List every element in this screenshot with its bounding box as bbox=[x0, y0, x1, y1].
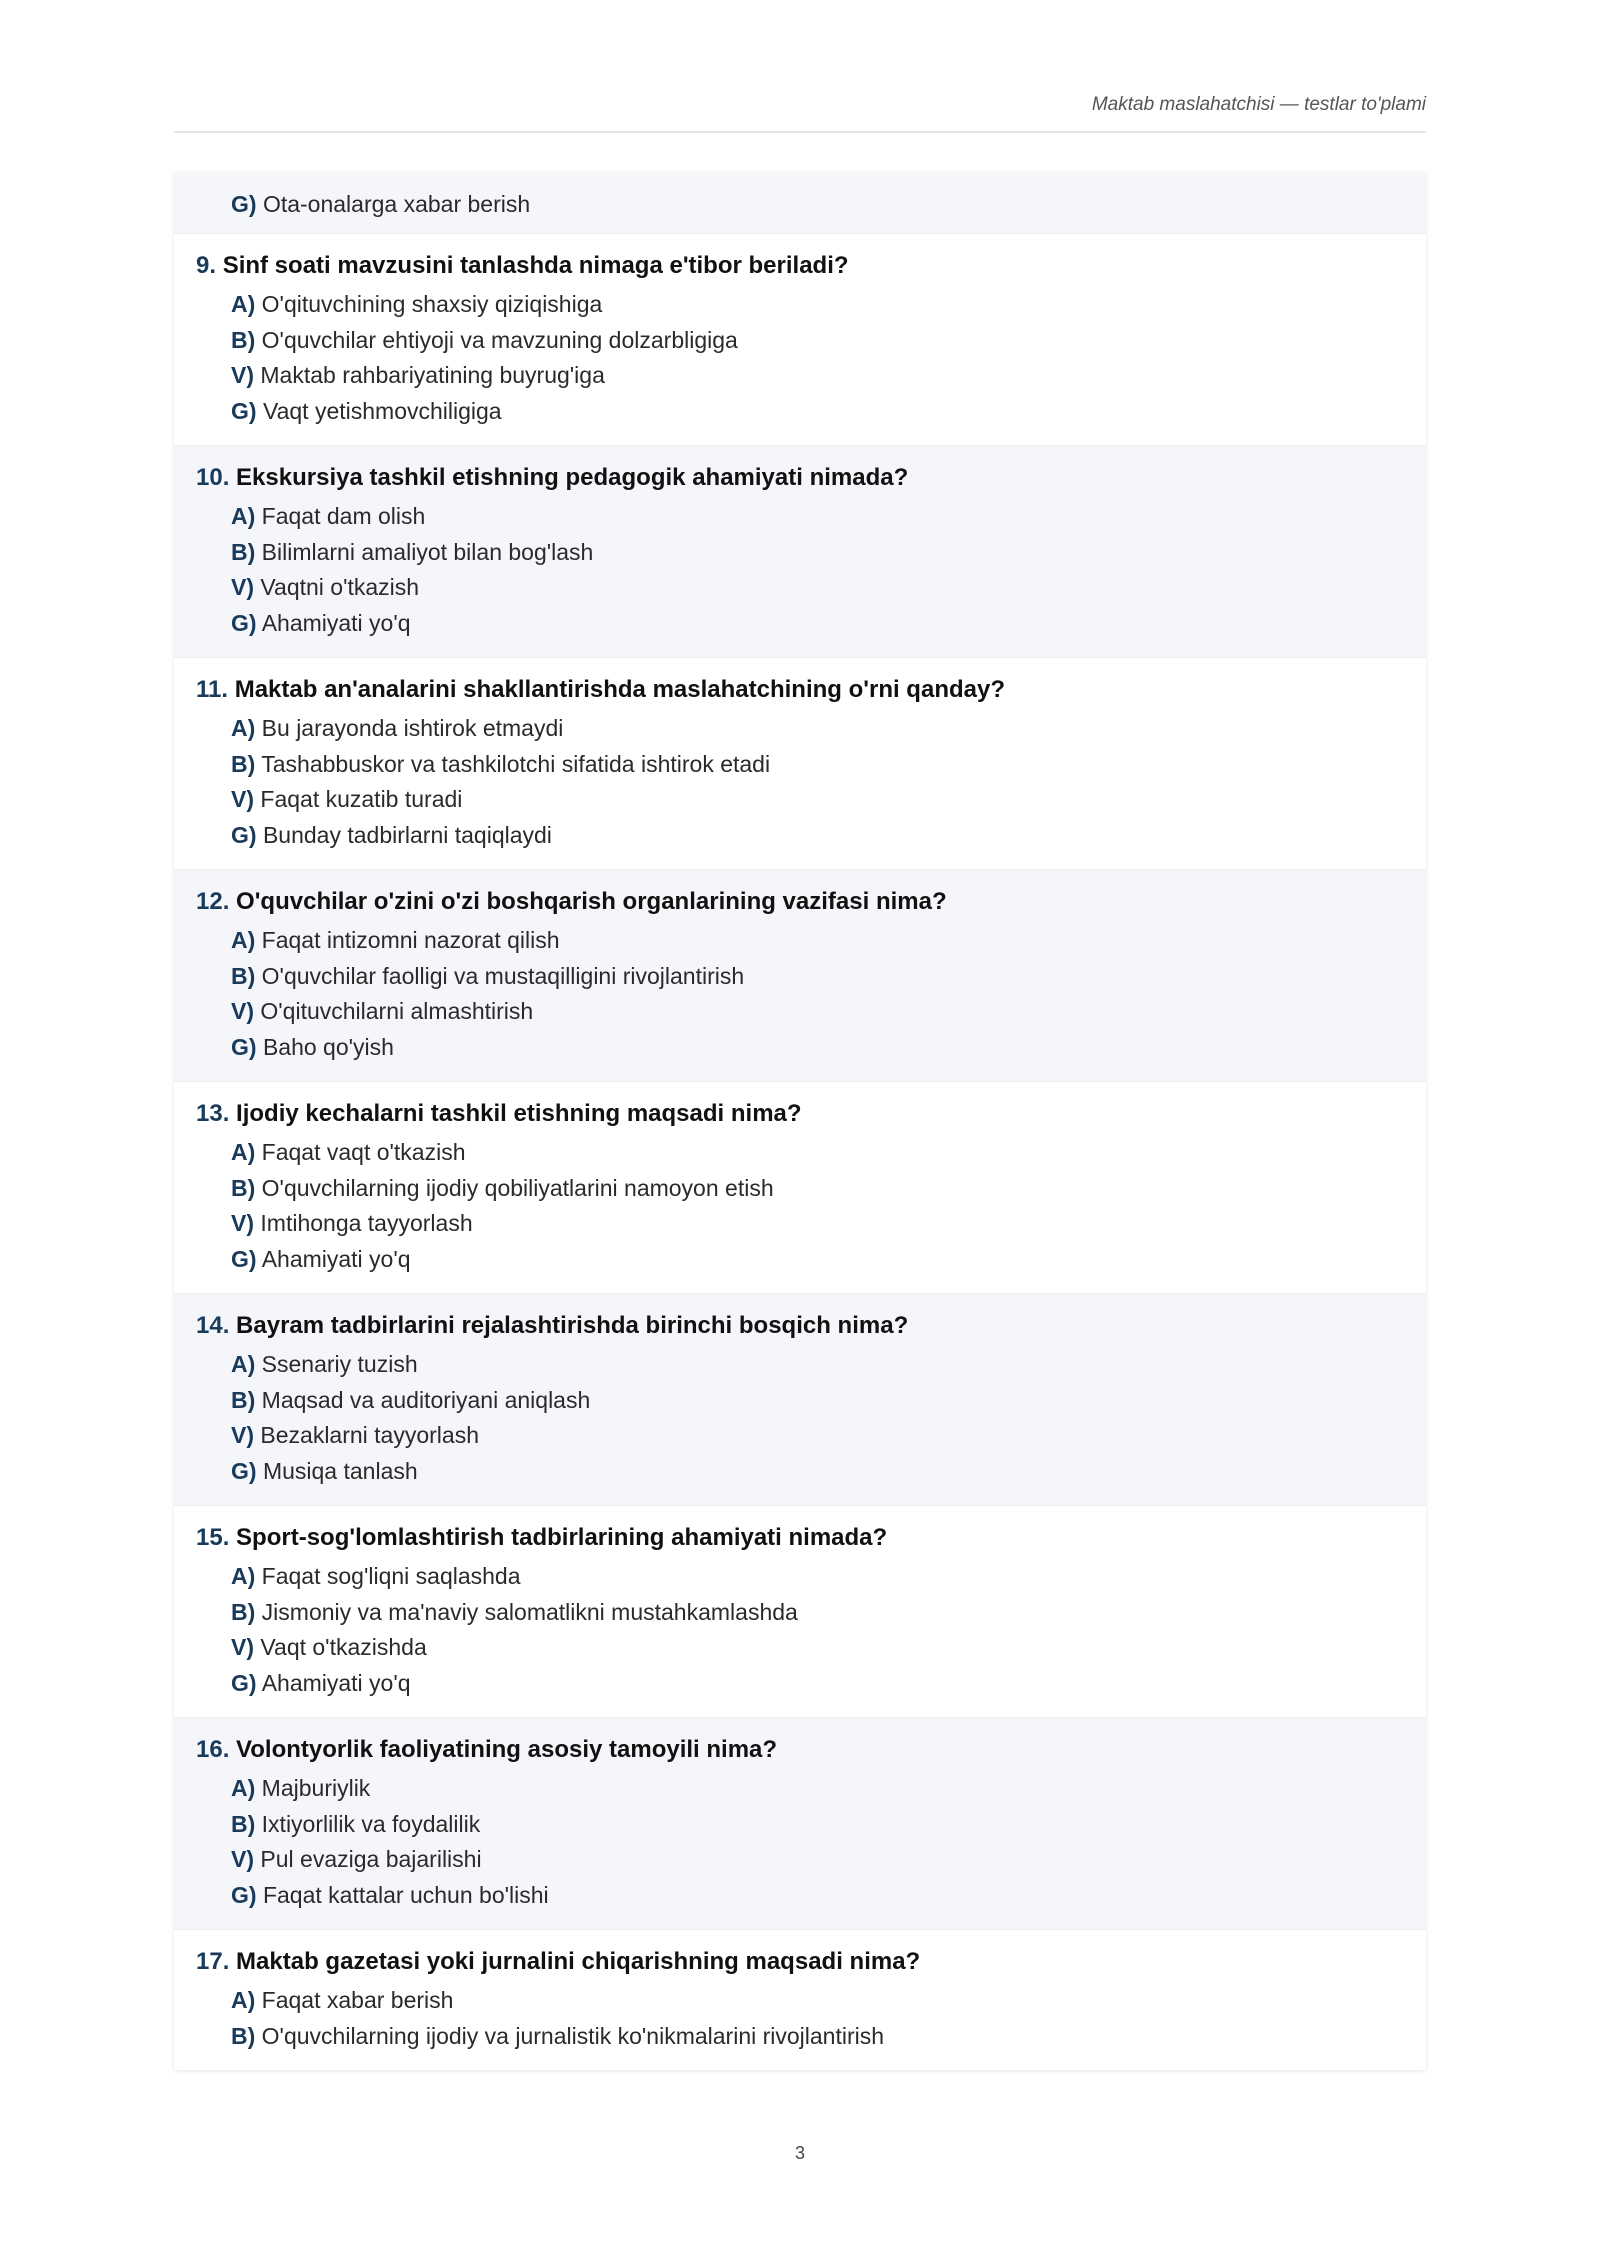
option-text: Faqat dam olish bbox=[261, 503, 426, 529]
option-item bbox=[231, 323, 1426, 359]
option-item bbox=[231, 1559, 1426, 1595]
option-item bbox=[231, 499, 1426, 535]
option-text: Imtihonga tayyorlash bbox=[260, 1210, 473, 1236]
option-item bbox=[231, 1242, 1426, 1278]
option-item bbox=[231, 1595, 1426, 1631]
question-block bbox=[174, 446, 1426, 658]
option-item bbox=[231, 959, 1426, 995]
option-item bbox=[231, 2019, 1426, 2055]
question-text bbox=[196, 675, 1426, 705]
option-item bbox=[231, 747, 1426, 783]
option-letter: A) bbox=[231, 927, 256, 953]
option-letter: G) bbox=[231, 821, 257, 848]
question-number: 14. bbox=[196, 1312, 230, 1339]
header-divider bbox=[174, 131, 1426, 133]
page-number: 3 bbox=[794, 2143, 805, 2163]
option-text: Bu jarayonda ishtirok etmaydi bbox=[261, 715, 564, 741]
option-text: Maktab rahbariyatining buyrug'iga bbox=[260, 362, 605, 388]
option-item bbox=[231, 570, 1426, 606]
option-letter: B) bbox=[231, 750, 256, 777]
option-letter: G) bbox=[231, 397, 257, 424]
question-block bbox=[174, 1930, 1426, 2070]
question-stem: Sinf soati mavzusini tanlashda nimaga e'tibor beriladi? bbox=[222, 252, 849, 279]
question-block bbox=[174, 1082, 1426, 1294]
option-item bbox=[231, 1454, 1426, 1490]
question-block bbox=[174, 658, 1426, 870]
option-item bbox=[231, 287, 1426, 323]
option-item bbox=[231, 535, 1426, 571]
option-text: Bezaklarni tayyorlash bbox=[260, 1422, 479, 1448]
option-text: Ixtiyorlilik va foydalilik bbox=[261, 1810, 481, 1837]
option-text: O'quvchilarning ijodiy qobiliyatlarini namoyon etish bbox=[261, 1174, 774, 1201]
option-letter: B) bbox=[231, 1386, 256, 1413]
option-letter: B) bbox=[231, 538, 256, 565]
question-block bbox=[174, 870, 1426, 1082]
option-item bbox=[231, 782, 1426, 818]
option-item bbox=[231, 1842, 1426, 1878]
option-text: Tashabbuskor va tashkilotchi sifatida ishtirok etadi bbox=[261, 750, 771, 777]
option-text: Faqat vaqt o'tkazish bbox=[261, 1139, 466, 1165]
continued-option-block bbox=[174, 172, 1426, 234]
option-text: Vaqt o'tkazishda bbox=[260, 1634, 427, 1660]
option-letter: G) bbox=[231, 1033, 257, 1060]
question-text bbox=[196, 251, 1426, 281]
option-letter: G) bbox=[231, 1457, 257, 1484]
option-letter: A) bbox=[231, 1775, 256, 1801]
option-letter: A) bbox=[231, 1987, 256, 2013]
question-text bbox=[196, 1099, 1426, 1129]
option-letter: B) bbox=[231, 326, 256, 353]
option-letter: B) bbox=[231, 1810, 256, 1837]
option-letter: B) bbox=[231, 1598, 256, 1625]
option-text: Ota-onalarga xabar berish bbox=[262, 191, 531, 217]
option-item bbox=[231, 923, 1426, 959]
question-number: 10. bbox=[196, 464, 230, 491]
option-item bbox=[231, 187, 1426, 223]
question-text bbox=[196, 1311, 1426, 1341]
question-text bbox=[196, 887, 1426, 917]
option-text: Vaqt yetishmovchiligiga bbox=[262, 397, 502, 424]
question-stem: Volontyorlik faoliyatining asosiy tamoyili nima? bbox=[236, 1736, 778, 1763]
option-letter: V) bbox=[231, 1210, 254, 1236]
question-number: 9. bbox=[196, 252, 217, 279]
option-letter: V) bbox=[231, 574, 254, 600]
option-item bbox=[231, 818, 1426, 854]
question-stem: Ekskursiya tashkil etishning pedagogik ahamiyati nimada? bbox=[236, 464, 909, 491]
question-list bbox=[174, 172, 1426, 2070]
option-text: Ahamiyati yo'q bbox=[261, 1669, 411, 1696]
option-letter: B) bbox=[231, 2022, 256, 2049]
option-letter: B) bbox=[231, 962, 256, 989]
running-header: Maktab maslahatchisi — testlar to'plami bbox=[1091, 94, 1426, 115]
option-text: Maqsad va auditoriyani aniqlash bbox=[261, 1386, 591, 1413]
option-text: O'qituvchining shaxsiy qiziqishiga bbox=[261, 291, 603, 317]
option-letter: G) bbox=[231, 1669, 257, 1696]
option-item bbox=[231, 1171, 1426, 1207]
option-letter: V) bbox=[231, 362, 254, 388]
option-text: Ssenariy tuzish bbox=[261, 1351, 418, 1377]
option-letter: A) bbox=[231, 1139, 256, 1165]
option-letter: V) bbox=[231, 786, 254, 812]
option-item bbox=[231, 1418, 1426, 1454]
option-text: Bilimlarni amaliyot bilan bog'lash bbox=[261, 538, 594, 565]
option-item bbox=[231, 1630, 1426, 1666]
question-stem: Ijodiy kechalarni tashkil etishning maqsadi nima? bbox=[236, 1100, 802, 1127]
question-stem: Maktab an'analarini shakllantirishda maslahatchining o'rni qanday? bbox=[234, 676, 1005, 703]
option-text: Ahamiyati yo'q bbox=[261, 1245, 411, 1272]
question-text bbox=[196, 1947, 1426, 1977]
option-letter: G) bbox=[231, 1881, 257, 1908]
option-text: Faqat kattalar uchun bo'lishi bbox=[262, 1881, 549, 1908]
option-text: Musiqa tanlash bbox=[262, 1457, 418, 1484]
question-number: 13. bbox=[196, 1100, 230, 1127]
option-text: Pul evaziga bajarilishi bbox=[260, 1846, 482, 1872]
option-text: Faqat intizomni nazorat qilish bbox=[261, 927, 560, 953]
option-letter: G) bbox=[231, 609, 257, 636]
option-letter: G) bbox=[231, 1245, 257, 1272]
option-item bbox=[231, 711, 1426, 747]
question-stem: O'quvchilar o'zini o'zi boshqarish organlarining vazifasi nima? bbox=[236, 888, 947, 915]
question-stem: Sport-sog'lomlashtirish tadbirlarining ahamiyati nimada? bbox=[236, 1524, 888, 1551]
option-letter: V) bbox=[231, 998, 254, 1024]
question-block bbox=[174, 234, 1426, 446]
option-letter: A) bbox=[231, 715, 256, 741]
option-letter: V) bbox=[231, 1846, 254, 1872]
option-letter: A) bbox=[231, 1351, 256, 1377]
option-item bbox=[231, 358, 1426, 394]
option-text: Faqat sog'liqni saqlashda bbox=[261, 1563, 521, 1589]
option-text: Ahamiyati yo'q bbox=[261, 609, 411, 636]
option-item bbox=[231, 1206, 1426, 1242]
option-item bbox=[231, 1347, 1426, 1383]
question-text bbox=[196, 1735, 1426, 1765]
option-item bbox=[231, 1771, 1426, 1807]
question-block bbox=[174, 1506, 1426, 1718]
option-item bbox=[231, 1030, 1426, 1066]
question-block bbox=[174, 1718, 1426, 1930]
option-text: O'quvchilarning ijodiy va jurnalistik ko'nikmalarini rivojlantirish bbox=[261, 2022, 885, 2049]
option-letter: A) bbox=[231, 1563, 256, 1589]
option-letter: B) bbox=[231, 1174, 256, 1201]
option-text: Faqat kuzatib turadi bbox=[260, 786, 463, 812]
option-text: Baho qo'yish bbox=[262, 1033, 394, 1060]
question-text bbox=[196, 463, 1426, 493]
question-block bbox=[174, 1294, 1426, 1506]
option-text: O'quvchilar faolligi va mustaqilligini rivojlantirish bbox=[261, 962, 745, 989]
option-text: O'qituvchilarni almashtirish bbox=[260, 998, 534, 1024]
option-item bbox=[231, 1383, 1426, 1419]
option-text: Jismoniy va ma'naviy salomatlikni mustahkamlashda bbox=[261, 1598, 798, 1625]
option-item bbox=[231, 994, 1426, 1030]
option-text: Vaqtni o'tkazish bbox=[260, 574, 420, 600]
option-letter: V) bbox=[231, 1422, 254, 1448]
question-number: 15. bbox=[196, 1524, 230, 1551]
option-letter: G) bbox=[231, 191, 257, 217]
option-item bbox=[231, 1807, 1426, 1843]
question-stem: Bayram tadbirlarini rejalashtirishda birinchi bosqich nima? bbox=[236, 1312, 909, 1339]
question-stem: Maktab gazetasi yoki jurnalini chiqarishning maqsadi nima? bbox=[236, 1948, 921, 1975]
question-text bbox=[196, 1523, 1426, 1553]
question-number: 11. bbox=[196, 676, 229, 703]
question-number: 17. bbox=[196, 1948, 230, 1975]
option-item bbox=[231, 1983, 1426, 2019]
option-letter: V) bbox=[231, 1634, 254, 1660]
question-number: 12. bbox=[196, 888, 230, 915]
option-item bbox=[231, 606, 1426, 642]
option-letter: A) bbox=[231, 291, 256, 317]
option-item bbox=[231, 1878, 1426, 1914]
option-item bbox=[231, 1135, 1426, 1171]
option-item bbox=[231, 1666, 1426, 1702]
option-text: Bunday tadbirlarni taqiqlaydi bbox=[262, 821, 552, 848]
option-text: Majburiylik bbox=[261, 1775, 371, 1801]
option-text: Faqat xabar berish bbox=[261, 1987, 454, 2013]
question-number: 16. bbox=[196, 1736, 230, 1763]
option-letter: A) bbox=[231, 503, 256, 529]
option-text: O'quvchilar ehtiyoji va mavzuning dolzarbligiga bbox=[261, 326, 738, 353]
option-item bbox=[231, 394, 1426, 430]
